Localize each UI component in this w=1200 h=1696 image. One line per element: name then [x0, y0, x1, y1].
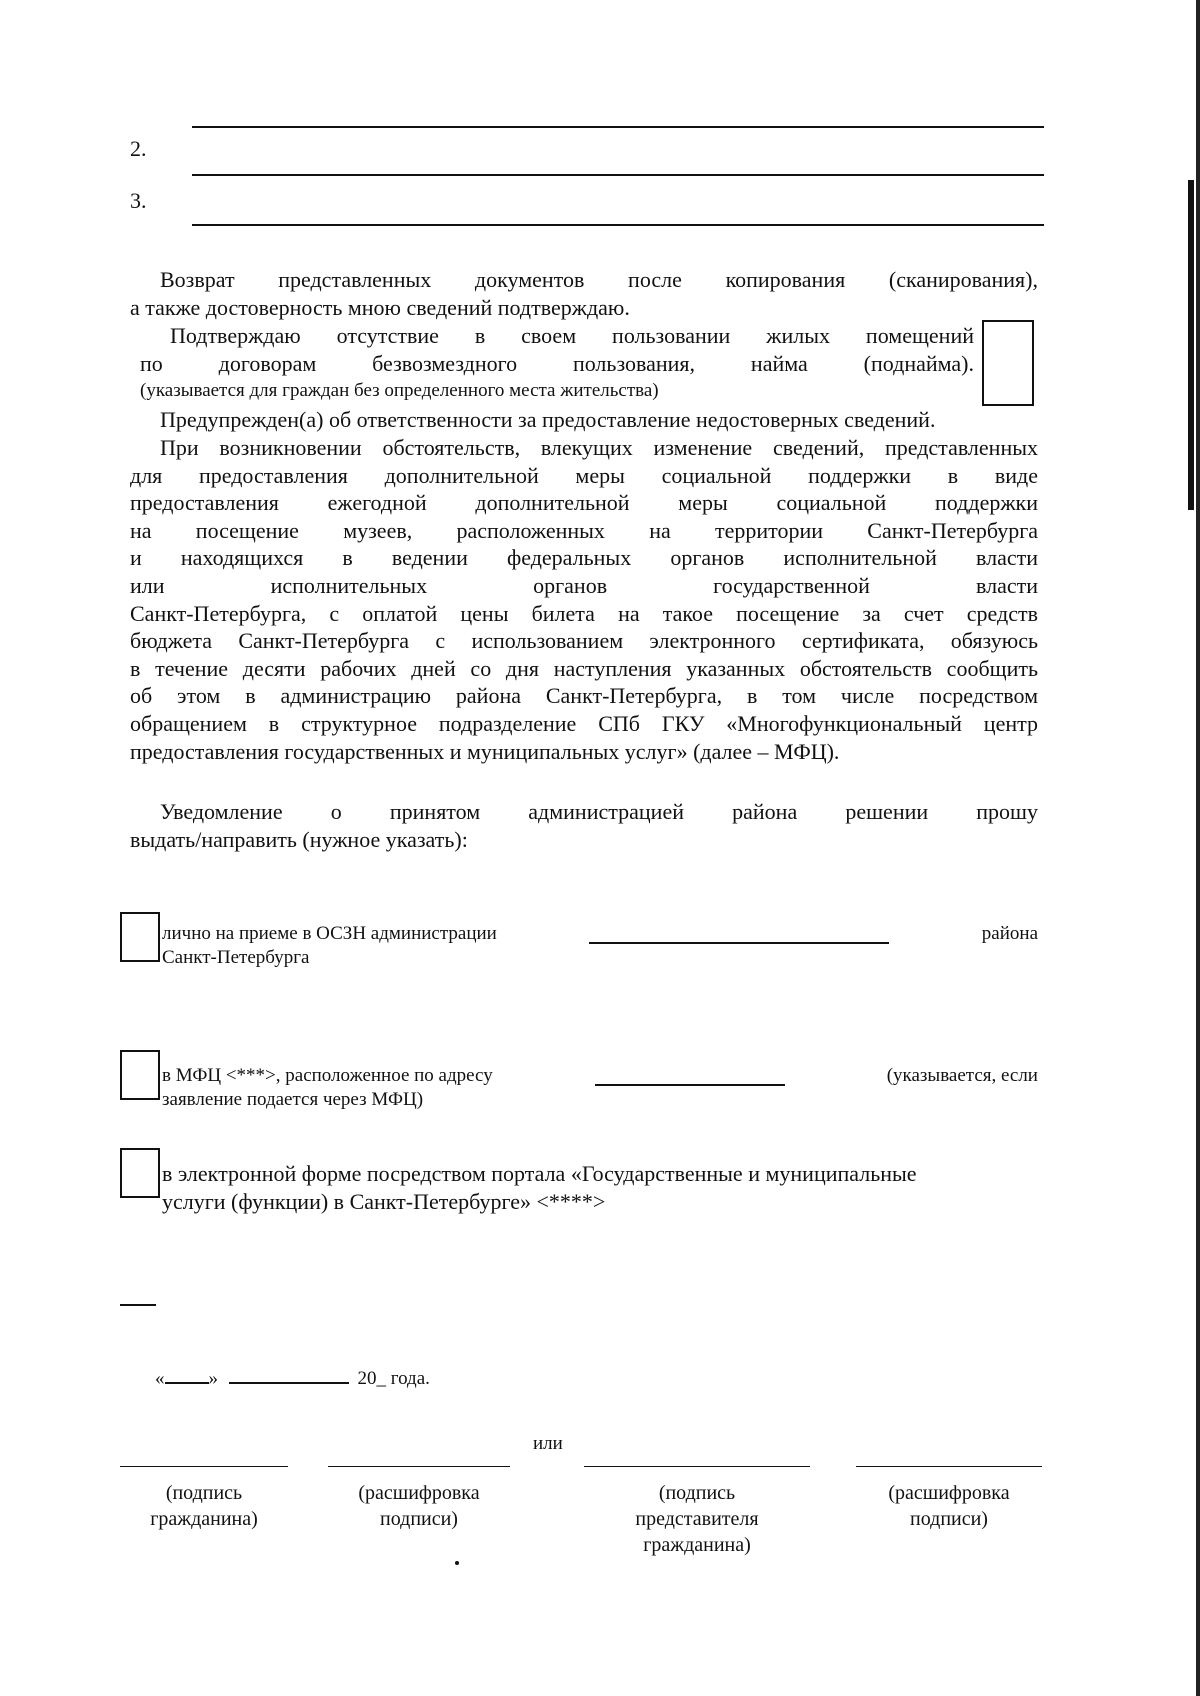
option-personal-row: [162, 922, 1038, 946]
short-separator-line: [120, 1304, 156, 1306]
confirm-line-1: Подтверждаю отсутствие в своем пользовании жилых помещений: [170, 323, 974, 348]
option-mfc-checkbox[interactable]: [120, 1050, 160, 1100]
circ-last-line: предоставления государственных и муниципальных услуг» (далее – МФЦ).: [130, 738, 840, 764]
option-portal-line-2: услуги (функции) в Санкт-Петербурге» <****>: [162, 1188, 606, 1214]
list-number-3: 3.: [130, 188, 147, 213]
date-month-blank[interactable]: [229, 1364, 349, 1384]
option-personal: [162, 922, 1038, 970]
circ-line: бюджета Санкт-Петербурга с использованием электронного сертификата, обязуюсь: [130, 628, 1038, 654]
notice-line-1: Уведомление о принятом администрацией района решении прошу: [160, 799, 1038, 824]
option-portal: [162, 1160, 1042, 1215]
option-mfc-row: [162, 1064, 1038, 1088]
rep-signature-label: (подпись представителя гражданина): [635, 1482, 759, 1556]
circ-line: или исполнительных органов государственной власти: [130, 572, 1038, 598]
warned-line: Предупрежден(а) об ответственности за предоставление недостоверных сведений.: [160, 407, 936, 432]
citizen-signature-line[interactable]: [120, 1466, 288, 1467]
rep-signature-line[interactable]: [584, 1466, 810, 1467]
date-line: [155, 1364, 430, 1391]
confirm-line-2: по договорам безвозмездного пользования, найма (поднайма).: [140, 350, 974, 376]
notice-line-2: выдать/направить (нужное указать):: [130, 826, 468, 852]
circ-line: об этом в администрацию района Санкт-Петербурга, в том числе посредством: [130, 683, 1038, 709]
circ-line: обращением в структурное подразделение СПб ГКУ «Многофункциональный центр: [130, 710, 1038, 736]
or-label: или: [533, 1433, 563, 1454]
option-mfc-note: (указывается, если: [886, 1065, 1038, 1086]
scan-edge-dark-band: [1188, 180, 1194, 510]
option-mfc: [162, 1064, 1038, 1112]
blank-line-2: [192, 174, 1044, 176]
option-portal-line-1: в электронной форме посредством портала «Государственные и муниципальные: [162, 1161, 917, 1186]
date-year-suffix: _ года.: [376, 1368, 430, 1389]
circ-line: для предоставления дополнительной меры социальной поддержки в виде: [130, 462, 1038, 488]
option-personal-label: лично на приеме в ОСЗН администрации: [162, 923, 497, 944]
circ-line: Санкт-Петербурга, с оплатой цены билета на такое посещение за счет средств: [130, 600, 1038, 626]
return-line-2: а также достоверность мною сведений подтверждаю.: [130, 294, 630, 320]
circ-line: в течение десяти рабочих дней со дня наступления указанных обстоятельств сообщить: [130, 655, 1038, 681]
confirm-paragraph: [140, 322, 974, 403]
confirm-note: (указывается для граждан без определенного места жительства): [140, 380, 659, 402]
circumstances-paragraph: [130, 434, 1038, 765]
circ-line: и находящихся в ведении федеральных органов исполнительной власти: [130, 545, 1038, 571]
date-day-blank[interactable]: [165, 1364, 209, 1384]
rep-decode-line[interactable]: [856, 1466, 1042, 1467]
scan-edge: [1196, 0, 1200, 1696]
rep-decode-label: (расшифровка подписи): [888, 1482, 1010, 1530]
circ-line: на посещение музеев, расположенных на территории Санкт-Петербурга: [130, 517, 1038, 543]
notice-paragraph: [130, 798, 1038, 853]
list-number-2: 2.: [130, 136, 147, 161]
option-personal-line-2: Санкт-Петербурга: [162, 947, 310, 968]
option-mfc-line-2: заявление подается через МФЦ): [162, 1089, 424, 1110]
return-paragraph: [130, 266, 1038, 321]
option-personal-checkbox[interactable]: [120, 912, 160, 962]
blank-line-1: [192, 126, 1044, 128]
date-close-quote: »: [208, 1368, 218, 1389]
blank-line-3: [192, 224, 1044, 226]
district-blank-line[interactable]: [589, 922, 889, 944]
citizen-decode-label: (расшифровка подписи): [358, 1482, 480, 1530]
address-blank-line[interactable]: [595, 1064, 785, 1086]
return-line-1: Возврат представленных документов после копирования (сканирования),: [160, 267, 1038, 292]
option-portal-checkbox[interactable]: [120, 1148, 160, 1198]
citizen-signature-label: (подпись гражданина): [150, 1482, 258, 1530]
circ-first-line: При возникновении обстоятельств, влекущих изменение сведений, представленных: [160, 435, 1038, 460]
date-year-prefix: 20: [357, 1368, 377, 1389]
no-housing-checkbox[interactable]: [982, 320, 1034, 406]
date-open-quote: «: [155, 1368, 165, 1389]
citizen-decode-line[interactable]: [328, 1466, 510, 1467]
option-mfc-label: в МФЦ <***>, расположенное по адресу: [162, 1065, 493, 1086]
scan-speck: [455, 1561, 459, 1565]
option-personal-district-label: района: [981, 923, 1038, 944]
circ-line: предоставления ежегодной дополнительной меры социальной поддержки: [130, 490, 1038, 516]
